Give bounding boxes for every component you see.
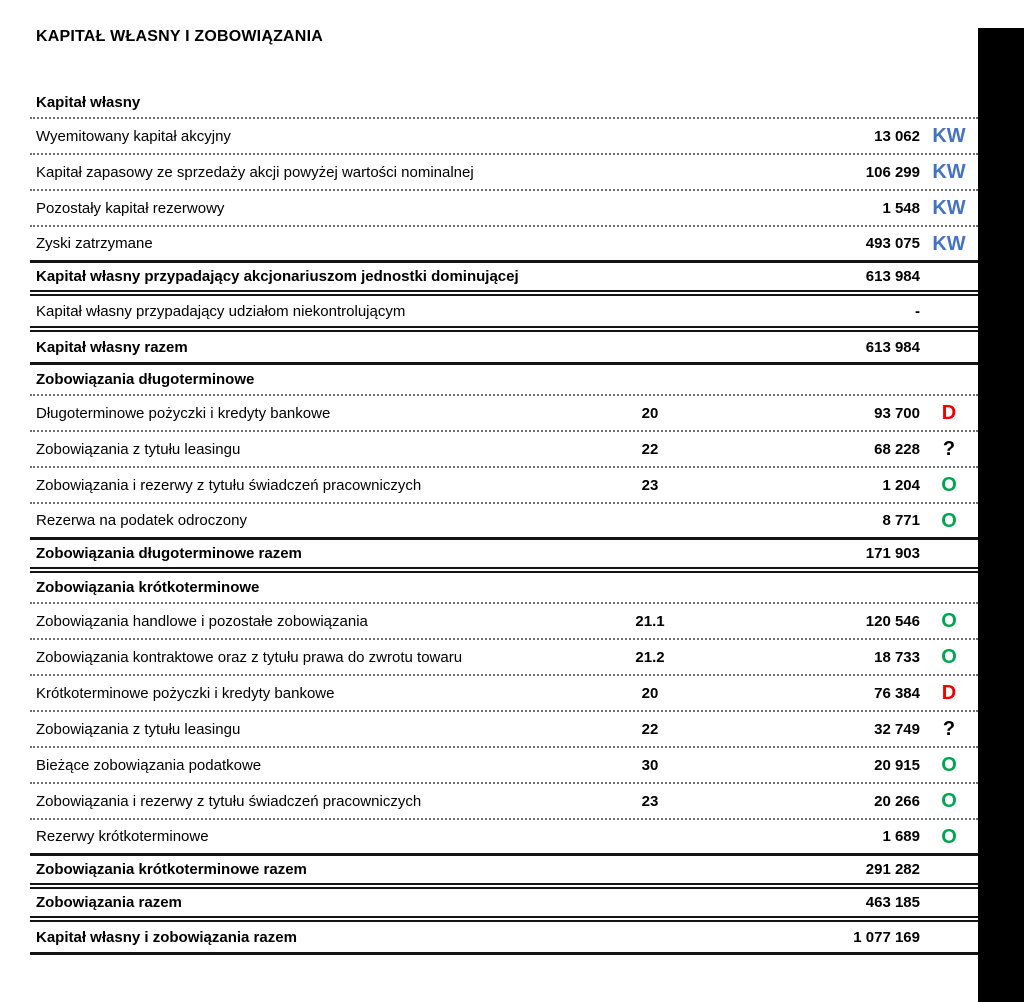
row-note: 22	[641, 720, 659, 738]
annotation-flag-o: O	[941, 754, 957, 776]
row-value: 171 903	[865, 545, 920, 562]
row-label: Zobowiązania krótkoterminowe razem	[36, 861, 307, 878]
row-value: 8 771	[882, 512, 920, 529]
table-row-data	[30, 640, 978, 676]
table-row-data	[30, 604, 978, 640]
row-note: 23	[641, 476, 659, 494]
annotation-flag-o: O	[941, 509, 957, 532]
table-row-total	[30, 540, 978, 573]
row-value: 68 228	[874, 440, 920, 458]
row-label: Rezerwy krótkoterminowe	[36, 828, 209, 845]
row-value: 1 548	[882, 199, 920, 217]
row-label: Bieżące zobowiązania podatkowe	[36, 756, 262, 774]
row-label: Zobowiązania kontraktowe oraz z tytułu prawa do zwrotu towaru	[36, 648, 463, 666]
row-label: Rezerwa na podatek odroczony	[36, 512, 247, 529]
row-label: Kapitał własny przypadający udziałom niekontrolującym	[36, 302, 406, 320]
row-label: Kapitał własny przypadający akcjonariuszom jednostki dominującej	[36, 268, 519, 285]
row-value: 18 733	[874, 648, 920, 666]
table-row-section	[30, 573, 978, 604]
annotation-flag-d: D	[941, 682, 957, 704]
row-value: -	[915, 302, 920, 320]
table-row-data	[30, 227, 978, 263]
row-value: 1 689	[882, 828, 920, 845]
table-row-total	[30, 922, 978, 955]
row-label: Długoterminowe pożyczki i kredyty bankowe	[36, 404, 331, 422]
row-note: 21.2	[635, 648, 665, 666]
table-row-section	[30, 365, 978, 396]
annotation-flag-o: O	[941, 646, 957, 668]
row-value: 493 075	[865, 235, 920, 252]
row-value: 291 282	[865, 861, 920, 878]
row-note: 20	[641, 684, 659, 702]
row-label: Zyski zatrzymane	[36, 235, 153, 252]
annotation-flag-d: D	[941, 402, 957, 424]
row-label: Zobowiązania z tytułu leasingu	[36, 440, 241, 458]
row-note: 21.1	[635, 612, 665, 630]
annotation-flag-kw: KW	[932, 197, 966, 219]
table-row-data	[30, 296, 978, 332]
table-row-total	[30, 332, 978, 365]
annotation-flag-q: ?	[942, 438, 956, 460]
table-row-data	[30, 155, 978, 191]
row-note: 22	[641, 440, 659, 458]
table-row-data	[30, 468, 978, 504]
annotation-flag-q: ?	[942, 718, 956, 740]
annotation-flag-o: O	[941, 474, 957, 496]
row-value: 32 749	[874, 720, 920, 738]
row-value: 120 546	[865, 612, 920, 630]
table-row-data	[30, 504, 978, 540]
row-label: Zobowiązania i rezerwy z tytułu świadczeń pracowniczych	[36, 476, 422, 494]
row-label: Zobowiązania razem	[36, 894, 182, 911]
annotation-flag-o: O	[941, 610, 957, 632]
annotation-flag-kw: KW	[932, 232, 966, 255]
table-row-data	[30, 432, 978, 468]
row-value: 1 077 169	[853, 928, 920, 946]
row-value: 613 984	[865, 268, 920, 285]
row-note: 20	[641, 404, 659, 422]
table-row-data	[30, 712, 978, 748]
row-label: Kapitał własny	[36, 94, 141, 111]
row-label: Zobowiązania z tytułu leasingu	[36, 720, 241, 738]
row-label: Kapitał własny razem	[36, 338, 188, 356]
table-row-data	[30, 676, 978, 712]
table-row-data	[30, 396, 978, 432]
row-value: 93 700	[874, 404, 920, 422]
annotation-flag-o: O	[941, 825, 957, 848]
row-label: Wyemitowany kapitał akcyjny	[36, 127, 231, 145]
table-row-data	[30, 820, 978, 856]
table-row-data	[30, 119, 978, 155]
annotation-flag-kw: KW	[932, 125, 966, 147]
row-value: 613 984	[865, 338, 920, 356]
row-note: 30	[641, 756, 659, 774]
row-label: Zobowiązania długoterminowe	[36, 371, 255, 388]
table-row-total	[30, 263, 978, 296]
row-label: Kapitał własny i zobowiązania razem	[36, 928, 297, 946]
row-value: 20 266	[874, 792, 920, 810]
row-value: 20 915	[874, 756, 920, 774]
table-row-data	[30, 784, 978, 820]
row-value: 106 299	[865, 163, 920, 181]
page-title: KAPITAŁ WŁASNY I ZOBOWIĄZANIA	[36, 28, 323, 45]
row-label: Pozostały kapitał rezerwowy	[36, 199, 225, 217]
row-label: Krótkoterminowe pożyczki i kredyty bankowe	[36, 684, 335, 702]
row-label: Zobowiązania i rezerwy z tytułu świadczeń pracowniczych	[36, 792, 422, 810]
row-value: 463 185	[865, 894, 920, 911]
table-row-total	[30, 856, 978, 889]
row-label: Zobowiązania krótkoterminowe	[36, 579, 260, 596]
annotation-flag-o: O	[941, 790, 957, 812]
annotation-flag-kw: KW	[932, 161, 966, 183]
row-value: 76 384	[874, 684, 920, 702]
row-value: 1 204	[882, 476, 920, 494]
table-row-section	[30, 88, 978, 119]
row-label: Zobowiązania długoterminowe razem	[36, 545, 302, 562]
row-note: 23	[641, 792, 659, 810]
table-row-data	[30, 191, 978, 227]
balance-table	[30, 88, 978, 955]
row-label: Kapitał zapasowy ze sprzedaży akcji powyżej wartości nominalnej	[36, 163, 474, 181]
right-black-band	[978, 28, 1024, 1002]
table-row-total	[30, 889, 978, 922]
row-value: 13 062	[874, 127, 920, 145]
row-label: Zobowiązania handlowe i pozostałe zobowiązania	[36, 612, 368, 630]
table-row-data	[30, 748, 978, 784]
